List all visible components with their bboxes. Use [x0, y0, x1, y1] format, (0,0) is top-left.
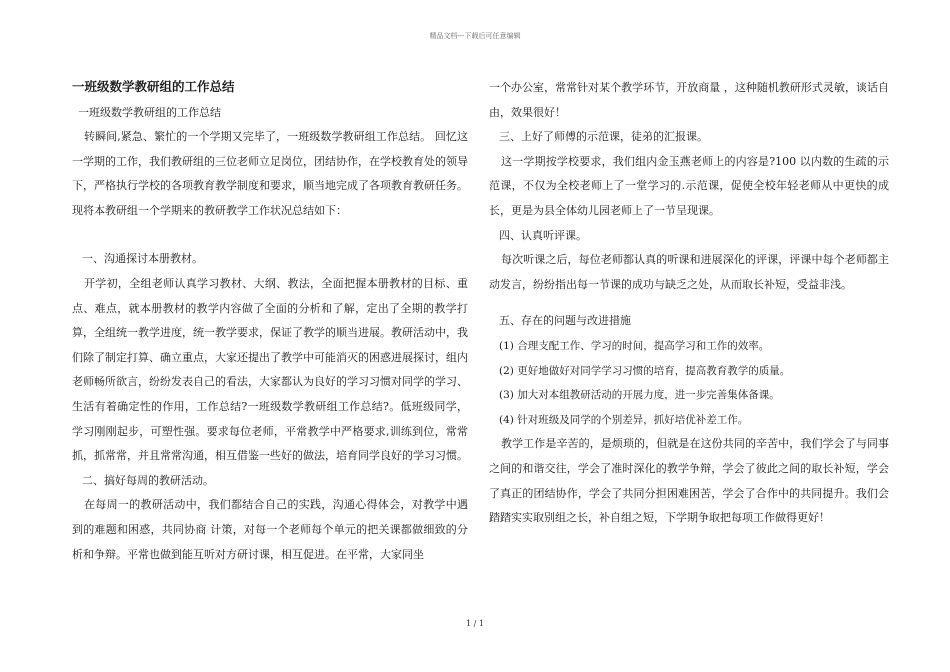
header-note: 精品文档---下载后可任意编辑 — [429, 32, 521, 40]
section-1-body: 开学初，全组老师认真学习教材、大纲、教法，全面把握本册教材的目标、重点、难点，就本册教材的教学内容做了全面的分析和了解，定出了全期的教学打算，全组统一教学进度，统一教学要求，保证了教学的顺当进展。教研活动中，我们除了制定打算、确立重点，大家还提出了教学中可能消灭的困惑进展探讨，组内老师畅所欲言，纷纷发表自己的看法，大家都认为良好的学习习惯对同学的学习、生活有着确定性的作用，工作总结?一班级数学教研组工作总结?。低班级同学，学习刚刚起步，可塑性强。要求每位老师，平常教学中严格要求,训练到位，常常抓，抓常常，并且常常沟通，相互借鉴一些好的做法，培育同学良好的学习习惯。 — [72, 276, 468, 463]
list-item: (1) 合理支配工作、学习的时间，提高学习和工作的效率。 — [499, 339, 770, 352]
page-number: 1 / 1 — [466, 619, 484, 628]
right-column — [489, 76, 889, 531]
section-2-continued: 一个办公室，常常针对某个教学环节，开放商量 ，这种随机教研形式灵敏，谈话自由，效果很好！ — [489, 81, 889, 119]
closing-paragraph: 教学工作是辛苦的，是烦琐的，但就是在这份共同的辛苦中，我们学会了与同事之间的和谐交往，学会了准时深化的教学争辩，学会了彼此之间的取长补短，学会了真正的团结协作，学会了共同分担困难困苦，学会了合作中的共同提升。我们会踏踏实实取别组之长，补自组之短，下学期争取把每项工作做得更好！ — [489, 437, 889, 525]
intro-paragraph: 转瞬间,紧急、繁忙的一个学期又完毕了，一班级数学教研组工作总结。 回忆这一学期的工作，我们教研组的三位老师立足岗位，团结协作，在学校教育处的领导下，严格执行学校的各项教育教学制度和要求，顺当地完成了各项教育教研任务。现将本教研组一个学期来的教研教学工作状况总结如下： — [72, 130, 468, 217]
document-subtitle: 一班级数学教研组的工作总结 — [78, 106, 221, 119]
section-4-heading: 四、认真听评课。 — [499, 228, 587, 242]
section-3-heading: 三、上好了师傅的示范课，徒弟的汇报课。 — [499, 130, 708, 144]
list-item: (4) 针对班级及同学的个别差异，抓好培优补差工作。 — [499, 413, 749, 426]
section-2-heading: 二、搞好每周的教研活动。 — [82, 473, 214, 487]
section-1-heading: 一、沟通探讨本册教材。 — [82, 252, 203, 266]
section-3-body: 这一学期按学校要求，我们组内金玉燕老师上的内容是?100 以内数的生疏的示范课，不仅为全校老师上了一堂学习的.示范课，促使全校年轻老师从中更快的成长，更是为县全体幼儿园老师上了一节呈现课。 — [489, 154, 889, 217]
section-5-heading: 五、存在的问题与改进措施 — [499, 314, 631, 328]
section-4-body: 每次听课之后，每位老师都认真的听课和进展深化的评课，评课中每个老师都主动发言，纷纷指出每一节课的成功与缺乏之处，从而取长补短，受益非浅。 — [489, 253, 889, 291]
list-item: (2) 更好地做好对同学学习习惯的培育，提高教育教学的质量。 — [499, 364, 791, 377]
left-column — [72, 75, 468, 567]
section-2-body: 在每周一的教研活动中，我们都结合自己的实践，沟通心得体会，对教学中遇到的难题和困惑，共同协商 计策，对每一个老师每个单元的把关课都做细致的分析和争辩。平常也做到能互听对方研讨课，相互促进。在平常，大家同坐 — [72, 498, 468, 561]
document-title: 一班级数学教研组的工作总结 — [72, 79, 235, 94]
list-item: (3) 加大对本组教研活动的开展力度，进一步完善集体备课。 — [499, 389, 780, 402]
